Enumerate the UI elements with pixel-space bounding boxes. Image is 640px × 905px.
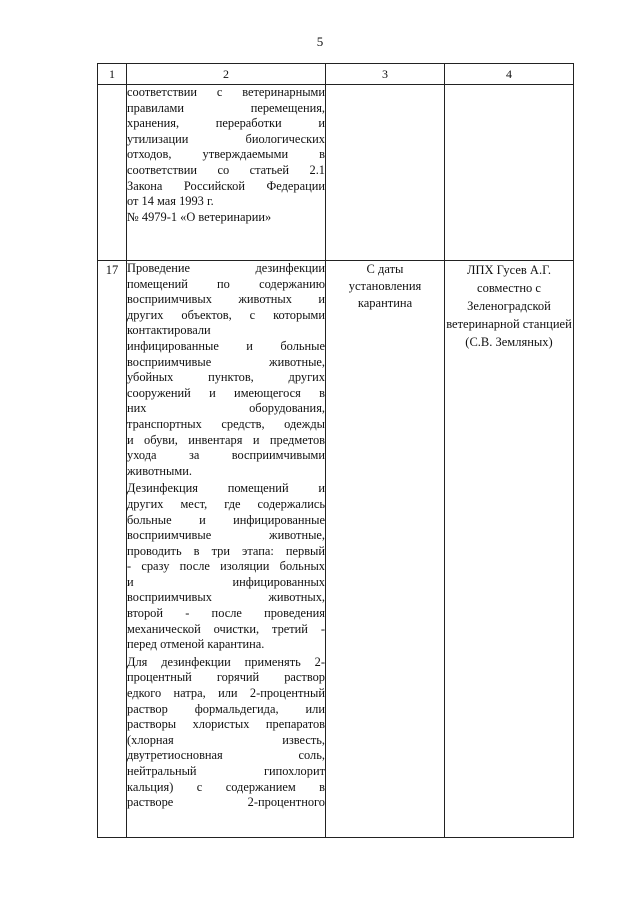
text-line: транспортных средств, одежды [127,416,325,431]
text-line: проводить в три этапа: первый [127,543,325,558]
text-line: ухода за восприимчивыми [127,448,325,463]
table-header-row [98,64,574,85]
header-col-1: 1 [98,64,127,85]
text-line: помещений по содержанию [127,276,325,291]
text-line: убойных пунктов, других [127,370,325,385]
measures-table [97,63,574,838]
paragraph [127,261,325,479]
text-line: Дезинфекция помещений и [127,481,325,496]
text-line: и обуви, инвентаря и предметов [127,432,325,447]
text-line: Закона Российской Федерации [127,178,325,193]
text-line: отходов, утверждаемыми в [127,147,325,162]
text-line: нейтральный гипохлорит [127,764,325,778]
text-line: Для дезинфекции применять 2- [127,654,325,669]
text-line: восприимчивые животные, [127,354,325,369]
text-line: растворе 2-процентного [127,795,325,810]
text-line: восприимчивых животных, [127,590,325,605]
text-line: процентный горячий раствор [127,670,325,685]
text-line: едкого натра, или 2-процентный [127,686,325,701]
header-col-3: 3 [326,64,445,85]
text-line: хранения, переработки и [127,116,325,131]
table-row [98,85,574,261]
responsible-cell [445,85,574,261]
text-line: инфицированные и больные [127,338,325,353]
text-line: № 4979-1 «О ветеринарии» [127,209,272,224]
responsible-line: совместно с [477,281,541,295]
text-line: второй - после проведения [127,606,325,621]
text-line: Проведение дезинфекции [127,261,325,275]
text-line: - сразу после изоляции больных [127,559,325,574]
text-line: от 14 мая 1993 г. [127,194,214,209]
header-col-4: 4 [445,64,574,85]
text-line: других мест, где содержались [127,496,325,511]
responsible-line: ЛПХ Гусев А.Г. [466,263,552,277]
deadline-line: С даты [366,262,404,276]
page-number: 5 [316,34,324,49]
paragraph [127,481,325,653]
text-line: них оборудования, [127,401,325,416]
measure-text [127,85,326,261]
text-line: двутретиосновная соль, [127,748,325,763]
text-line: соответствии со статьей 2.1 [127,162,325,177]
text-line: животными. [127,463,192,478]
text-line: и инфицированных [127,574,325,589]
text-line: контактировали [127,323,211,338]
responsible-cell [445,261,574,838]
responsible-line: (С.В. Земляных) [465,335,553,349]
row-number [98,85,127,261]
text-line: правилами перемещения, [127,100,325,115]
responsible-line: Зеленоградской [467,299,551,313]
measure-text [127,261,326,838]
deadline-line: установления [348,279,422,293]
text-line: механической очистки, третий - [127,621,325,636]
header-col-2: 2 [127,64,326,85]
text-line: других объектов, с которыми [127,307,325,322]
text-line: растворы хлористых препаратов [127,717,325,732]
row-number: 17 [98,261,127,838]
text-line: соответствии с ветеринарными [127,85,325,99]
text-line: раствор формальдегида, или [127,701,325,716]
table-row [98,261,574,838]
deadline-cell [326,85,445,261]
deadline-line: карантина [357,296,413,310]
paragraph [127,655,325,811]
responsible-line: ветеринарной станцией [446,317,572,331]
text-line: кальция) с содержанием в [127,779,325,794]
text-line: восприимчивых животных и [127,292,325,307]
text-line: утилизации биологических [127,131,325,146]
text-line: восприимчивые животные, [127,528,325,543]
deadline-cell [326,261,445,838]
text-line: перед отменой карантина. [127,637,265,652]
text-line: сооружений и имеющегося в [127,385,325,400]
text-line: больные и инфицированные [127,512,325,527]
text-line: (хлорная известь, [127,732,325,747]
